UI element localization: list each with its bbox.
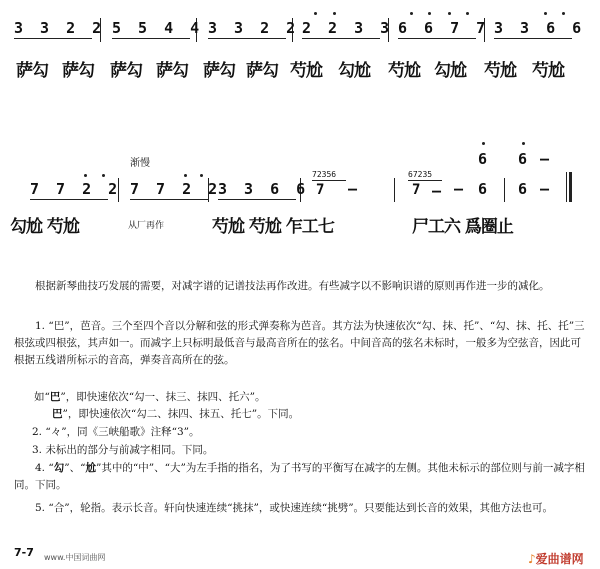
measure-notes: 3 3 2 2 bbox=[14, 19, 106, 37]
barline bbox=[504, 178, 505, 202]
tempo-mark: 渐慢 bbox=[130, 158, 150, 169]
jianzi-symbol: 勾尬 bbox=[338, 61, 370, 81]
measure-notes: 2 2 3 3 bbox=[302, 19, 394, 37]
jianzi-symbol: 萨勾 bbox=[156, 61, 188, 81]
note-item-2: 2. “々”，同《三峡船歌》注释“3”。 bbox=[32, 426, 200, 438]
jianzi-symbol: 芍尬 bbox=[484, 61, 516, 81]
jianzi-symbol: 芍尬 芍尬 乍工七 bbox=[212, 217, 334, 237]
jianzi-symbol: 萨勾 bbox=[203, 61, 235, 81]
chord-note: 6 bbox=[478, 180, 492, 198]
annotation: 从厂再作 bbox=[128, 221, 165, 231]
page-number: 7-7 bbox=[14, 546, 34, 559]
note-item-1: 1. “巴”，芭音。三个至四个音以分解和弦的形式弹奏称为芭音。其方法为快速依次“勾、抹、托”、“勾、抹、托、托”三根弦或四根弦，其声如一。而减字上只标明最低音与最高音所在的弦名。中间音高的弦名未标时，一般多为空弦音，因此可根据五线谱所标示的音高，弹奏音高所在的弦。 bbox=[14, 320, 585, 366]
jianzi-symbol: 勾尬 bbox=[434, 61, 466, 81]
grace-notes: 67235 bbox=[408, 170, 433, 179]
jianzi-symbol: 萨勾 bbox=[62, 61, 94, 81]
jianzi-glyph: 尬 bbox=[85, 462, 96, 474]
chord-note: 6 bbox=[518, 150, 532, 168]
note-item-1-example-1: 如“巴”，即快速依次“勾一、抹三、抹四、托六”。 bbox=[34, 391, 266, 403]
measure-notes: 3 3 6 6 bbox=[218, 180, 310, 198]
jianzi-glyph: 勾 bbox=[53, 462, 65, 474]
note-item-4: 4. “勾”、“尬”其中的“中”、“大”为左手指的指名，为了书写的平衡写在减字的左侧。其他未标示的部位则与前一减字相同。下同。 bbox=[14, 462, 585, 491]
jianzi-symbol: 勾尬 芍尬 bbox=[10, 217, 79, 237]
barline bbox=[394, 178, 395, 202]
measure-notes: 7 7 2 2 bbox=[130, 180, 222, 198]
music-note-icon: ♪ bbox=[528, 552, 536, 566]
measure-notes: 6 6 7 7 bbox=[398, 19, 490, 37]
note-item-1-example-2: 巴”，即快速依次“勾二、抹四、抹五、托七”。下同。 bbox=[52, 408, 300, 420]
jianzi-glyph: 巴 bbox=[52, 408, 63, 420]
jianzi-glyph: 巴 bbox=[49, 391, 61, 403]
measure-notes: 7 7 2 2 bbox=[30, 180, 122, 198]
measure-notes: 3 3 6 6 bbox=[494, 19, 586, 37]
grace-notes: 72356 bbox=[312, 170, 337, 179]
note-item-3: 3. 未标出的部分与前减字相同。下同。 bbox=[32, 444, 214, 456]
jianzi-symbol: 芍尬 bbox=[532, 61, 564, 81]
jianzi-symbol: 芍尬 bbox=[290, 61, 322, 81]
final-barline bbox=[569, 172, 572, 202]
chord-note: 6 bbox=[478, 150, 492, 168]
site-logo: ♪爱曲谱网 bbox=[528, 552, 584, 566]
jianzi-symbol: 尸工六 爲圈止 bbox=[412, 217, 513, 237]
jianzi-symbol: 萨勾 bbox=[246, 61, 278, 81]
sustain-dash: — bbox=[348, 180, 362, 198]
note-item-5: 5. “合”，轮指。表示长音。轩向快速连续“挑抹”，或快速连续“挑劈”。只要能达到长音的效果，其他方法也可。 bbox=[35, 502, 554, 514]
intro-paragraph: 根据新琴曲技巧发展的需要，对减字谱的记谱技法再作改进。有些减字以不影响识谱的原则再作进一步的减化。 bbox=[35, 280, 550, 292]
chord-note: 6 bbox=[518, 180, 532, 198]
measure-notes: 3 3 2 2 bbox=[208, 19, 300, 37]
jianzi-symbol: 萨勾 bbox=[16, 61, 48, 81]
barline bbox=[566, 172, 567, 202]
jianzi-symbol: 芍尬 bbox=[388, 61, 420, 81]
jianzi-symbol: 萨勾 bbox=[110, 61, 142, 81]
measure-notes: 5 5 4 4 bbox=[112, 19, 204, 37]
site-watermark: www.中国词曲网 bbox=[44, 553, 106, 562]
